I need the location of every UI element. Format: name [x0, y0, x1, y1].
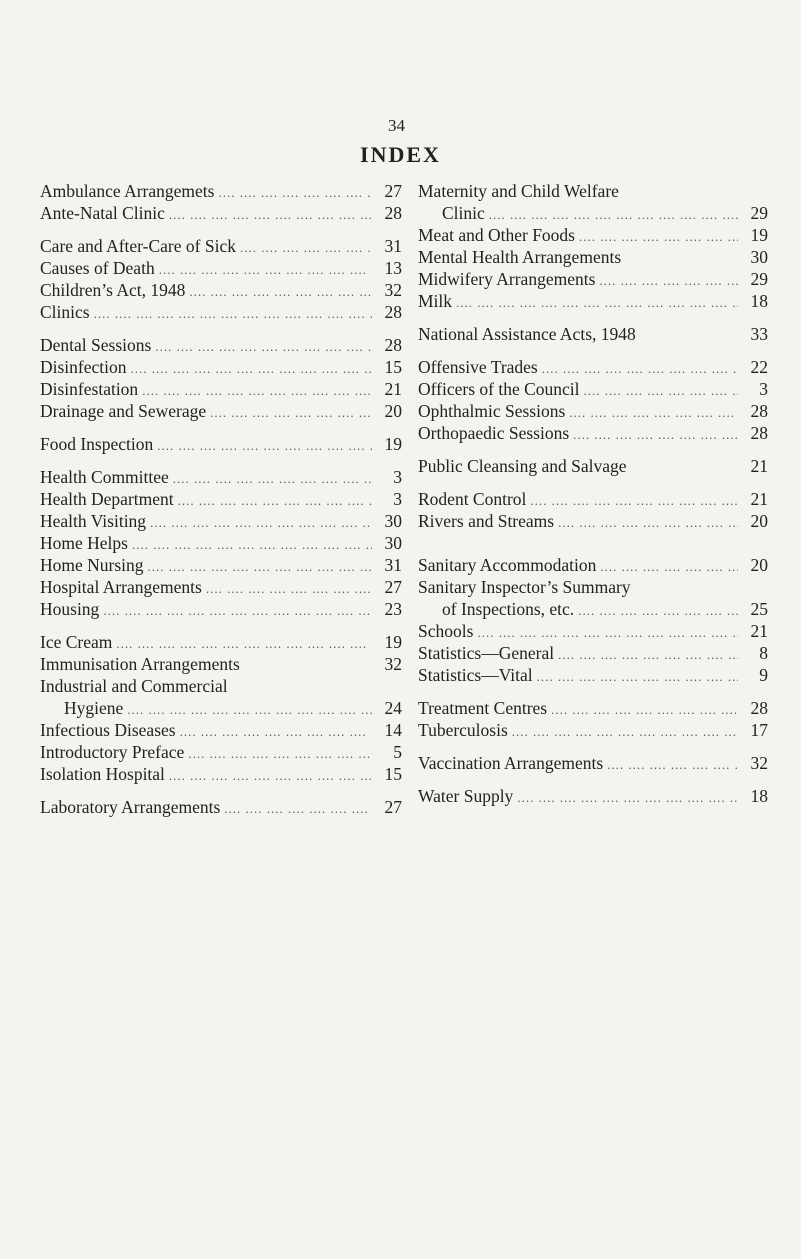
entry-label: Officers of the Council: [418, 379, 580, 399]
entry-page: 28: [384, 203, 402, 223]
entry-page: 20: [750, 511, 768, 531]
entry-label: Isolation Hospital: [40, 764, 165, 784]
index-entry: [418, 488, 768, 510]
index-entry: [40, 235, 402, 257]
index-entry: [418, 620, 768, 642]
index-entry: [418, 554, 768, 576]
index-entry: [40, 257, 402, 279]
leader-dots: [188, 743, 372, 765]
index-entry: [418, 323, 768, 345]
entry-page: 29: [750, 203, 768, 223]
entry-label: Maternity and Child Welfare: [418, 181, 619, 201]
entry-page: 32: [384, 654, 402, 674]
index-entry: [418, 455, 768, 477]
entry-page: 17: [750, 720, 768, 740]
entry-label: Housing: [40, 599, 100, 619]
leader-dots: [178, 490, 372, 512]
entry-page: 3: [393, 489, 402, 509]
entry-label: Sanitary Inspector’s Summary: [418, 577, 631, 597]
entry-label: Sanitary Accommodation: [418, 555, 597, 575]
entry-page: 3: [393, 467, 402, 487]
entry-page: 15: [384, 764, 402, 784]
index-entry: [418, 752, 768, 774]
index-entry: [418, 290, 768, 312]
leader-dots: [477, 622, 738, 644]
leader-dots: [542, 358, 738, 380]
leader-dots: [148, 556, 372, 578]
entry-label: Dental Sessions: [40, 335, 152, 355]
index-entry: [418, 642, 768, 664]
entry-page: 28: [384, 302, 402, 322]
index-entry: [418, 785, 768, 807]
leader-dots: [169, 765, 372, 787]
entry-label: Clinic: [442, 203, 485, 223]
entry-page: 28: [750, 401, 768, 421]
entry-label: Milk: [418, 291, 453, 311]
entry-label: Disinfestation: [40, 379, 139, 399]
index-entry: [40, 796, 402, 818]
leader-dots: [132, 534, 372, 556]
index-entry: [40, 433, 402, 455]
leader-dots: [127, 699, 372, 721]
entry-page: 28: [384, 335, 402, 355]
entry-label: Health Committee: [40, 467, 169, 487]
leader-dots: [240, 237, 372, 259]
leader-dots: [155, 336, 372, 358]
entry-label: Disinfection: [40, 357, 127, 377]
entry-label: Clinics: [40, 302, 90, 322]
entry-label: Ice Cream: [40, 632, 113, 652]
leader-dots: [579, 226, 738, 248]
index-entry: [418, 268, 768, 290]
entry-label: Health Visiting: [40, 511, 147, 531]
index-entry: [40, 631, 402, 653]
entry-label: National Assistance Acts, 1948: [418, 324, 636, 344]
entry-label: Meat and Other Foods: [418, 225, 575, 245]
index-entry: [40, 279, 402, 301]
entry-label: Home Helps: [40, 533, 128, 553]
entry-page: 24: [384, 698, 402, 718]
entry-page: 21: [750, 489, 768, 509]
entry-page: 28: [750, 423, 768, 443]
index-entry: [40, 356, 402, 378]
entry-page: 30: [750, 247, 768, 267]
leader-dots: [180, 721, 372, 743]
entry-page: 18: [750, 786, 768, 806]
entry-label: Tuberculosis: [418, 720, 508, 740]
entry-label: Health Department: [40, 489, 174, 509]
entry-label: Hospital Arrangements: [40, 577, 202, 597]
leader-dots: [530, 490, 738, 512]
index-entry: [40, 301, 402, 323]
entry-page: 31: [384, 555, 402, 575]
index-entry: [40, 510, 402, 532]
leader-dots: [512, 721, 738, 743]
index-entry: [418, 422, 768, 444]
entry-page: 20: [384, 401, 402, 421]
entry-page: 22: [750, 357, 768, 377]
index-entry: [418, 719, 768, 741]
index-entry: [418, 224, 768, 246]
leader-dots: [206, 578, 372, 600]
page-number: 34: [388, 116, 405, 135]
index-entry: [40, 763, 402, 785]
leader-dots: [558, 644, 738, 666]
leader-dots: [131, 358, 372, 380]
index-entry: [40, 466, 402, 488]
leader-dots: [224, 798, 372, 820]
entry-page: 21: [384, 379, 402, 399]
entry-page: 9: [759, 665, 768, 685]
entry-label: Causes of Death: [40, 258, 155, 278]
leader-dots: [489, 204, 738, 226]
entry-page: 33: [750, 324, 768, 344]
entry-label: Rodent Control: [418, 489, 527, 509]
entry-page: 30: [384, 511, 402, 531]
leader-dots: [578, 600, 738, 622]
entry-page: 32: [750, 753, 768, 773]
entry-label: Ante-Natal Clinic: [40, 203, 165, 223]
entry-label: Immunisation Arrangements: [40, 654, 240, 674]
index-entry: [40, 378, 402, 400]
entry-page: 29: [750, 269, 768, 289]
index-entry: [418, 180, 768, 202]
leader-dots: [169, 204, 372, 226]
entry-label: Orthopaedic Sessions: [418, 423, 570, 443]
index-entry: [40, 202, 402, 224]
leader-dots: [573, 424, 738, 446]
entry-label: Vaccination Arrangements: [418, 753, 604, 773]
leader-dots: [517, 787, 738, 809]
index-entry: [40, 334, 402, 356]
entry-page: 20: [750, 555, 768, 575]
leader-dots: [189, 281, 372, 303]
entry-page: 27: [384, 577, 402, 597]
index-entry: [40, 576, 402, 598]
entry-page: 30: [384, 533, 402, 553]
entry-page: 13: [384, 258, 402, 278]
leader-dots: [210, 402, 372, 424]
entry-page: 32: [384, 280, 402, 300]
entry-label: Introductory Preface: [40, 742, 185, 762]
index-entry: [418, 202, 768, 224]
index-entry: [418, 598, 768, 620]
index-entry: [418, 576, 768, 598]
entry-label: Ophthalmic Sessions: [418, 401, 566, 421]
entry-label: Ambulance Arrangemets: [40, 181, 215, 201]
index-entry: [40, 598, 402, 620]
index-entry: [40, 554, 402, 576]
leader-dots: [157, 435, 372, 457]
entry-page: 27: [384, 181, 402, 201]
leader-dots: [116, 633, 372, 655]
leader-dots: [142, 380, 372, 402]
leader-dots: [103, 600, 372, 622]
entry-page: 21: [750, 621, 768, 641]
leader-dots: [600, 556, 738, 578]
entry-label: Statistics—General: [418, 643, 555, 663]
entry-page: 19: [384, 632, 402, 652]
leader-dots: [159, 259, 372, 281]
index-entry: [418, 697, 768, 719]
entry-page: 27: [384, 797, 402, 817]
entry-label: Industrial and Commercial: [40, 676, 228, 696]
entry-label: Mental Health Arrangements: [418, 247, 622, 267]
entry-label: Drainage and Sewerage: [40, 401, 207, 421]
entry-page: 21: [750, 456, 768, 476]
entry-page: 3: [759, 379, 768, 399]
index-left-column: [40, 180, 402, 818]
entry-label: Care and After-Care of Sick: [40, 236, 236, 256]
index-entry: [418, 400, 768, 422]
leader-dots: [456, 292, 738, 314]
index-entry: [40, 180, 402, 202]
entry-label: Public Cleansing and Salvage: [418, 456, 627, 476]
entry-label: Hygiene: [64, 698, 124, 718]
entry-page: 15: [384, 357, 402, 377]
leader-dots: [218, 182, 372, 204]
index-entry: [40, 532, 402, 554]
entry-page: 14: [384, 720, 402, 740]
leader-dots: [599, 270, 738, 292]
index-title: INDEX: [360, 142, 441, 167]
entry-label: Laboratory Arrangements: [40, 797, 221, 817]
index-entry: [418, 246, 768, 268]
index-entry: [418, 510, 768, 532]
entry-page: 28: [750, 698, 768, 718]
index-entry: [418, 356, 768, 378]
leader-dots: [551, 699, 738, 721]
entry-label: Water Supply: [418, 786, 514, 806]
entry-label: of Inspections, etc.: [442, 599, 575, 619]
entry-label: Statistics—Vital: [418, 665, 533, 685]
leader-dots: [584, 380, 738, 402]
index-entry: [40, 653, 402, 675]
leader-dots: [569, 402, 738, 424]
leader-dots: [537, 666, 738, 688]
entry-page: 8: [759, 643, 768, 663]
entry-page: 19: [384, 434, 402, 454]
entry-page: 5: [393, 742, 402, 762]
index-right-column: [418, 180, 768, 807]
entry-label: Offensive Trades: [418, 357, 538, 377]
leader-dots: [607, 754, 738, 776]
entry-label: Rivers and Streams: [418, 511, 555, 531]
entry-page: 31: [384, 236, 402, 256]
leader-dots: [173, 468, 372, 490]
entry-label: Treatment Centres: [418, 698, 548, 718]
entry-page: 19: [750, 225, 768, 245]
index-entry: [40, 675, 402, 697]
leader-dots: [150, 512, 372, 534]
entry-label: Infectious Diseases: [40, 720, 176, 740]
leader-dots: [94, 303, 372, 325]
leader-dots: [558, 512, 738, 534]
entry-label: Midwifery Arrangements: [418, 269, 596, 289]
entry-label: Children’s Act, 1948: [40, 280, 186, 300]
index-entry: [40, 697, 402, 719]
index-entry: [418, 664, 768, 686]
entry-label: Home Nursing: [40, 555, 144, 575]
index-entry: [40, 741, 402, 763]
entry-page: 23: [384, 599, 402, 619]
index-entry: [418, 378, 768, 400]
index-entry: [40, 719, 402, 741]
index-entry: [40, 488, 402, 510]
entry-page: 25: [750, 599, 768, 619]
entry-label: Food Inspection: [40, 434, 154, 454]
entry-label: Schools: [418, 621, 474, 641]
entry-page: 18: [750, 291, 768, 311]
index-entry: [40, 400, 402, 422]
